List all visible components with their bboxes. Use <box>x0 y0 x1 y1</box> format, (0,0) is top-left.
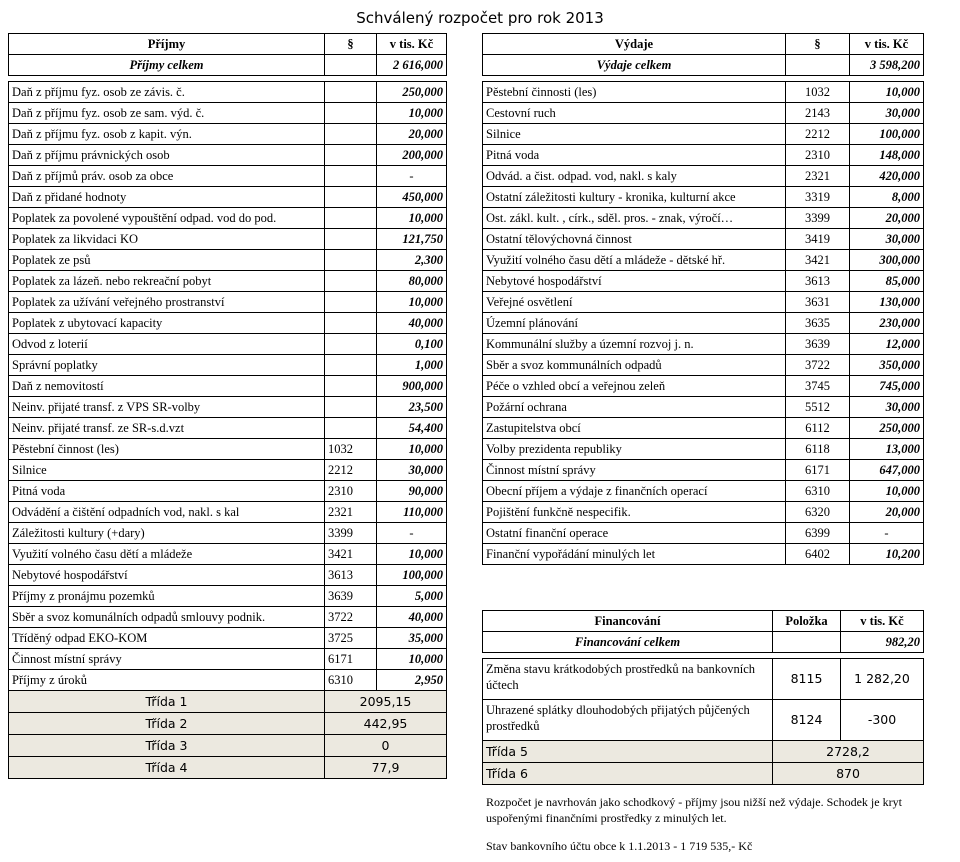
trida-label: Třída 2 <box>9 713 325 735</box>
page-title: Schválený rozpočet pro rok 2013 <box>356 9 604 27</box>
row-paragraf: 5512 <box>786 397 850 418</box>
row-label: Daň z příjmů práv. osob za obce <box>9 166 325 187</box>
financovani-total-value: 982,20 <box>841 632 924 653</box>
financovani-header-value: v tis. Kč <box>841 611 924 632</box>
table-row <box>9 313 447 334</box>
row-paragraf: 3613 <box>325 565 377 586</box>
financovani-table <box>482 610 924 785</box>
row-value: 40,000 <box>377 607 447 628</box>
table-row <box>483 271 924 292</box>
row-label: Nebytové hospodářství <box>9 565 325 586</box>
row-paragraf: 3399 <box>786 208 850 229</box>
row-value: 20,000 <box>850 502 924 523</box>
row-label: Záležitosti kultury (+dary) <box>9 523 325 544</box>
row-label: Správní poplatky <box>9 355 325 376</box>
row-label: Sběr a svoz komunálních odpadů smlouvy podnik. <box>9 607 325 628</box>
row-value: 230,000 <box>850 313 924 334</box>
prijmy-header-row <box>9 34 447 55</box>
row-value: 10,000 <box>850 481 924 502</box>
vydaje-header-value: v tis. Kč <box>850 34 924 55</box>
row-label: Obecní příjem a výdaje z finančních operací <box>483 481 786 502</box>
vydaje-total-label: Výdaje celkem <box>483 55 786 76</box>
table-row <box>9 586 447 607</box>
row-label: Poplatek za povolené vypouštění odpad. vod do pod. <box>9 208 325 229</box>
row-paragraf <box>325 145 377 166</box>
row-value: - <box>377 166 447 187</box>
table-row <box>9 229 447 250</box>
row-label: Pojištění funkčně nespecifik. <box>483 502 786 523</box>
financovani-total-label: Financování celkem <box>483 632 773 653</box>
trida-row <box>9 757 447 779</box>
table-row <box>9 187 447 208</box>
table-row <box>9 166 447 187</box>
table-row <box>9 502 447 523</box>
financovani-row-polozka: 8115 <box>773 659 841 700</box>
trida-row <box>9 735 447 757</box>
row-paragraf: 6112 <box>786 418 850 439</box>
row-paragraf: 3639 <box>786 334 850 355</box>
table-row <box>9 544 447 565</box>
row-label: Silnice <box>483 124 786 145</box>
table-row <box>483 187 924 208</box>
row-label: Poplatek za likvidaci KO <box>9 229 325 250</box>
row-label: Kommunální služby a územní rozvoj j. n. <box>483 334 786 355</box>
table-row <box>9 292 447 313</box>
table-row <box>9 649 447 670</box>
row-value: 10,000 <box>377 292 447 313</box>
row-value: 30,000 <box>850 229 924 250</box>
vydaje-header-paragraf: § <box>786 34 850 55</box>
row-paragraf: 6310 <box>325 670 377 691</box>
financovani-header-row <box>483 611 924 632</box>
table-row <box>9 607 447 628</box>
table-row <box>483 418 924 439</box>
row-paragraf: 2310 <box>786 145 850 166</box>
row-label: Příjmy z pronájmu pozemků <box>9 586 325 607</box>
prijmy-total-label: Příjmy celkem <box>9 55 325 76</box>
financovani-row <box>483 700 924 741</box>
trida-value: 0 <box>325 735 447 757</box>
table-row <box>483 145 924 166</box>
row-label: Daň z přidané hodnoty <box>9 187 325 208</box>
row-value: 10,000 <box>377 544 447 565</box>
prijmy-total-empty <box>325 55 377 76</box>
row-label: Požární ochrana <box>483 397 786 418</box>
row-paragraf <box>325 397 377 418</box>
row-value: - <box>377 523 447 544</box>
row-label: Daň z příjmu fyz. osob z kapit. výn. <box>9 124 325 145</box>
budget-note: Rozpočet je navrhován jako schodkový - příjmy jsou nižší než výdaje. Schodek je kryt uspořenými finančními prostředky z minulých let. <box>486 795 902 825</box>
row-value: 54,400 <box>377 418 447 439</box>
vydaje-header-label: Výdaje <box>483 34 786 55</box>
row-label: Poplatek ze psů <box>9 250 325 271</box>
trida-value: 2095,15 <box>325 691 447 713</box>
row-paragraf: 3722 <box>325 607 377 628</box>
table-row <box>9 82 447 103</box>
row-label: Ostatní záležitosti kultury - kronika, kulturní akce <box>483 187 786 208</box>
row-paragraf: 2321 <box>325 502 377 523</box>
row-value: 40,000 <box>377 313 447 334</box>
row-label: Pěstební činnosti (les) <box>483 82 786 103</box>
row-paragraf: 3635 <box>786 313 850 334</box>
trida-value: 77,9 <box>325 757 447 779</box>
trida-label: Třída 5 <box>483 741 773 763</box>
table-row <box>9 124 447 145</box>
row-paragraf: 6118 <box>786 439 850 460</box>
row-paragraf <box>325 418 377 439</box>
row-paragraf: 6320 <box>786 502 850 523</box>
table-row <box>9 628 447 649</box>
row-value: 80,000 <box>377 271 447 292</box>
table-row <box>9 481 447 502</box>
prijmy-header-paragraf: § <box>325 34 377 55</box>
row-paragraf: 2143 <box>786 103 850 124</box>
table-row <box>9 565 447 586</box>
row-label: Poplatek z ubytovací kapacity <box>9 313 325 334</box>
table-row <box>483 439 924 460</box>
table-row <box>483 82 924 103</box>
financovani-row-label: Uhrazené splátky dlouhodobých přijatých půjčených prostředků <box>483 700 773 741</box>
row-label: Silnice <box>9 460 325 481</box>
row-value: 90,000 <box>377 481 447 502</box>
table-row <box>9 523 447 544</box>
row-paragraf: 2310 <box>325 481 377 502</box>
row-label: Péče o vzhled obcí a veřejnou zeleň <box>483 376 786 397</box>
row-paragraf: 2321 <box>786 166 850 187</box>
prijmy-header-label: Příjmy <box>9 34 325 55</box>
row-label: Poplatek za lázeň. nebo rekreační pobyt <box>9 271 325 292</box>
trida-value: 442,95 <box>325 713 447 735</box>
row-paragraf: 1032 <box>786 82 850 103</box>
table-row <box>9 208 447 229</box>
financovani-header-label: Financování <box>483 611 773 632</box>
trida-row <box>483 741 924 763</box>
table-row <box>483 250 924 271</box>
row-value: 647,000 <box>850 460 924 481</box>
row-paragraf <box>325 208 377 229</box>
row-value: 20,000 <box>850 208 924 229</box>
financovani-row-label: Změna stavu krátkodobých prostředků na bankovních účtech <box>483 659 773 700</box>
row-paragraf <box>325 103 377 124</box>
row-value: 10,000 <box>377 208 447 229</box>
row-label: Neinv. přijaté transf. z VPS SR-volby <box>9 397 325 418</box>
table-row <box>9 670 447 691</box>
table-row <box>9 145 447 166</box>
row-value: 10,000 <box>377 103 447 124</box>
trida-value: 870 <box>773 763 924 785</box>
row-value: 13,000 <box>850 439 924 460</box>
row-label: Poplatek za užívání veřejného prostranství <box>9 292 325 313</box>
table-row <box>9 334 447 355</box>
row-value: 2,950 <box>377 670 447 691</box>
row-label: Odvod z loterií <box>9 334 325 355</box>
row-label: Pitná voda <box>483 145 786 166</box>
row-value: 110,000 <box>377 502 447 523</box>
row-paragraf: 1032 <box>325 439 377 460</box>
row-label: Zastupitelstva obcí <box>483 418 786 439</box>
row-value: 450,000 <box>377 187 447 208</box>
table-row <box>483 166 924 187</box>
row-label: Veřejné osvětlení <box>483 292 786 313</box>
row-value: 200,000 <box>377 145 447 166</box>
row-paragraf <box>325 82 377 103</box>
row-value: 10,200 <box>850 544 924 565</box>
table-row <box>483 502 924 523</box>
row-paragraf <box>325 250 377 271</box>
table-row <box>483 481 924 502</box>
table-row <box>9 397 447 418</box>
row-paragraf: 3745 <box>786 376 850 397</box>
row-value: 900,000 <box>377 376 447 397</box>
row-value: 10,000 <box>377 439 447 460</box>
row-label: Ostatní finanční operace <box>483 523 786 544</box>
row-label: Cestovní ruch <box>483 103 786 124</box>
table-row <box>483 460 924 481</box>
row-paragraf: 6310 <box>786 481 850 502</box>
row-paragraf: 3319 <box>786 187 850 208</box>
row-label: Činnost místní správy <box>9 649 325 670</box>
table-row <box>483 292 924 313</box>
row-label: Příjmy z úroků <box>9 670 325 691</box>
row-value: 12,000 <box>850 334 924 355</box>
row-paragraf: 3722 <box>786 355 850 376</box>
row-paragraf: 3639 <box>325 586 377 607</box>
row-value: 250,000 <box>850 418 924 439</box>
table-row <box>9 250 447 271</box>
row-paragraf: 6171 <box>786 460 850 481</box>
table-row <box>483 355 924 376</box>
vydaje-total-row <box>483 55 924 76</box>
row-value: 420,000 <box>850 166 924 187</box>
row-paragraf <box>325 313 377 334</box>
row-value: 23,500 <box>377 397 447 418</box>
row-paragraf: 3421 <box>786 250 850 271</box>
table-row <box>9 418 447 439</box>
financovani-total-row <box>483 632 924 653</box>
prijmy-table <box>8 33 447 779</box>
financovani-total-empty <box>773 632 841 653</box>
row-paragraf: 6399 <box>786 523 850 544</box>
row-label: Územní plánování <box>483 313 786 334</box>
row-paragraf: 2212 <box>786 124 850 145</box>
row-label: Daň z příjmu fyz. osob ze sam. výd. č. <box>9 103 325 124</box>
row-paragraf <box>325 334 377 355</box>
row-label: Využití volného času dětí a mládeže - dětské hř. <box>483 250 786 271</box>
row-paragraf <box>325 124 377 145</box>
trida-row <box>483 763 924 785</box>
table-row <box>9 271 447 292</box>
row-label: Ostatní tělovýchovná činnost <box>483 229 786 250</box>
row-label: Daň z příjmu fyz. osob ze závis. č. <box>9 82 325 103</box>
row-label: Pěstební činnost (les) <box>9 439 325 460</box>
row-paragraf: 3421 <box>325 544 377 565</box>
row-value: 1,000 <box>377 355 447 376</box>
row-label: Ost. zákl. kult. , círk., sděl. pros. - znak, výročí… <box>483 208 786 229</box>
row-value: 130,000 <box>850 292 924 313</box>
row-value: 100,000 <box>850 124 924 145</box>
trida-row <box>9 691 447 713</box>
row-paragraf <box>325 187 377 208</box>
row-paragraf: 6171 <box>325 649 377 670</box>
prijmy-total-row <box>9 55 447 76</box>
row-value: 30,000 <box>850 103 924 124</box>
trida-value: 2728,2 <box>773 741 924 763</box>
row-paragraf <box>325 292 377 313</box>
row-label: Finanční vypořádání minulých let <box>483 544 786 565</box>
row-label: Odvádění a čištění odpadních vod, nakl. s kal <box>9 502 325 523</box>
table-row <box>483 124 924 145</box>
row-paragraf: 6402 <box>786 544 850 565</box>
row-value: 250,000 <box>377 82 447 103</box>
trida-row <box>9 713 447 735</box>
trida-label: Třída 1 <box>9 691 325 713</box>
row-paragraf <box>325 376 377 397</box>
row-value: 30,000 <box>377 460 447 481</box>
row-value: 745,000 <box>850 376 924 397</box>
row-value: - <box>850 523 924 544</box>
row-paragraf: 3725 <box>325 628 377 649</box>
row-value: 121,750 <box>377 229 447 250</box>
table-row <box>483 523 924 544</box>
vydaje-total-value: 3 598,200 <box>850 55 924 76</box>
row-value: 35,000 <box>377 628 447 649</box>
row-value: 85,000 <box>850 271 924 292</box>
row-label: Činnost místní správy <box>483 460 786 481</box>
row-paragraf: 3419 <box>786 229 850 250</box>
table-row <box>9 103 447 124</box>
row-label: Volby prezidenta republiky <box>483 439 786 460</box>
trida-label: Třída 3 <box>9 735 325 757</box>
vydaje-total-empty <box>786 55 850 76</box>
table-row <box>483 334 924 355</box>
row-paragraf <box>325 271 377 292</box>
row-paragraf: 2212 <box>325 460 377 481</box>
row-value: 30,000 <box>850 397 924 418</box>
financovani-row-value: 1 282,20 <box>841 659 924 700</box>
row-value: 5,000 <box>377 586 447 607</box>
row-value: 10,000 <box>850 82 924 103</box>
row-label: Nebytové hospodářství <box>483 271 786 292</box>
row-value: 300,000 <box>850 250 924 271</box>
row-paragraf: 3399 <box>325 523 377 544</box>
row-label: Pitná voda <box>9 481 325 502</box>
row-label: Neinv. přijaté transf. ze SR-s.d.vzt <box>9 418 325 439</box>
row-value: 0,100 <box>377 334 447 355</box>
table-row <box>9 376 447 397</box>
table-row <box>483 376 924 397</box>
table-row <box>483 229 924 250</box>
row-label: Daň z příjmu právnických osob <box>9 145 325 166</box>
row-paragraf <box>325 166 377 187</box>
table-row <box>483 544 924 565</box>
row-paragraf: 3631 <box>786 292 850 313</box>
row-value: 350,000 <box>850 355 924 376</box>
vydaje-header-row <box>483 34 924 55</box>
row-label: Sběr a svoz kommunálních odpadů <box>483 355 786 376</box>
row-value: 20,000 <box>377 124 447 145</box>
row-label: Odvád. a čist. odpad. vod, nakl. s kaly <box>483 166 786 187</box>
row-value: 100,000 <box>377 565 447 586</box>
financovani-header-polozka: Položka <box>773 611 841 632</box>
vydaje-table <box>482 33 924 565</box>
trida-label: Třída 4 <box>9 757 325 779</box>
table-row <box>483 313 924 334</box>
row-paragraf <box>325 355 377 376</box>
row-paragraf <box>325 229 377 250</box>
table-row <box>9 460 447 481</box>
bank-balance-note: Stav bankovního účtu obce k 1.1.2013 - 1 719 535,- Kč <box>486 839 753 853</box>
row-value: 10,000 <box>377 649 447 670</box>
table-row <box>9 439 447 460</box>
financovani-row-value: -300 <box>841 700 924 741</box>
row-paragraf: 3613 <box>786 271 850 292</box>
prijmy-header-value: v tis. Kč <box>377 34 447 55</box>
table-row <box>483 208 924 229</box>
prijmy-total-value: 2 616,000 <box>377 55 447 76</box>
row-value: 8,000 <box>850 187 924 208</box>
row-label: Tříděný odpad EKO-KOM <box>9 628 325 649</box>
trida-label: Třída 6 <box>483 763 773 785</box>
table-row <box>483 103 924 124</box>
row-label: Daň z nemovitostí <box>9 376 325 397</box>
row-label: Využití volného času dětí a mládeže <box>9 544 325 565</box>
row-value: 148,000 <box>850 145 924 166</box>
table-row <box>9 355 447 376</box>
financovani-row-polozka: 8124 <box>773 700 841 741</box>
financovani-row <box>483 659 924 700</box>
table-row <box>483 397 924 418</box>
row-value: 2,300 <box>377 250 447 271</box>
